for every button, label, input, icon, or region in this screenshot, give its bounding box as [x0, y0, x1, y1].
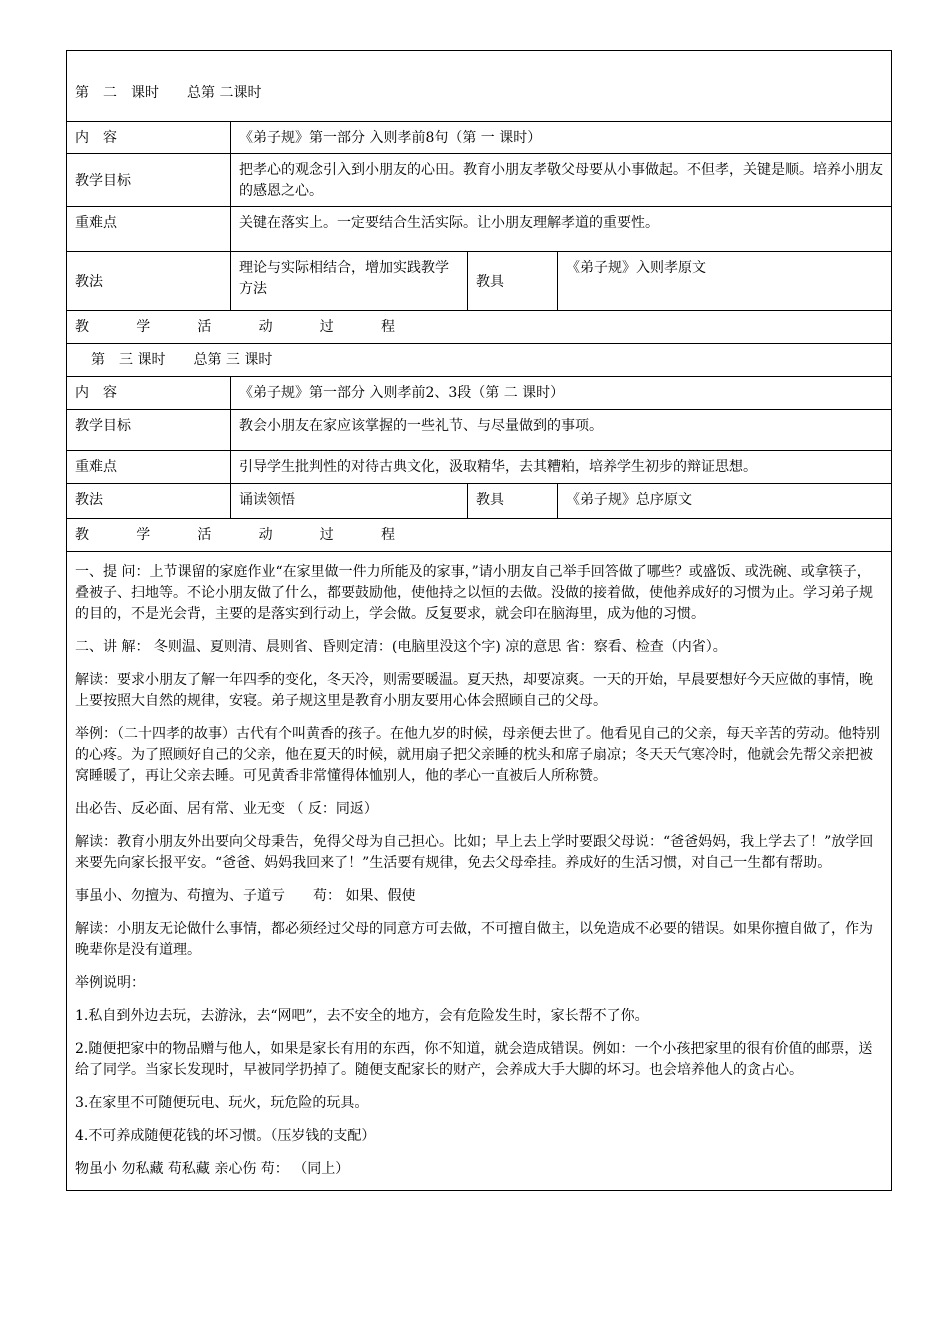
- process-char: 程: [380, 319, 395, 335]
- lesson3-method-row: [67, 484, 892, 519]
- body-paragraph: 举例说明：: [75, 975, 145, 991]
- lesson3-key-label: 重难点: [67, 451, 231, 484]
- lesson2-header: 第 二 课时 总第 二课时: [67, 81, 892, 122]
- lesson2-method-label: 教法: [67, 252, 231, 311]
- lesson2-process-heading: [67, 311, 892, 344]
- lesson2-method-row: [67, 252, 892, 311]
- process-char: 动: [258, 319, 273, 335]
- lesson2-content-label: 内 容: [67, 122, 231, 154]
- lesson3-content-value: 《弟子规》第一部分 入则孝前2、3段（第 二 课时）: [231, 377, 892, 410]
- lesson2-goal-value: 把孝心的观念引入到小朋友的心田。教育小朋友孝敬父母要从小事做起。不但孝，关键是顺。培养小朋友的感恩之心。: [231, 154, 892, 207]
- process-char: 学: [136, 319, 151, 335]
- process-char: 教: [75, 527, 89, 543]
- body-paragraph: 解读：教育小朋友外出要向父母秉告，免得父母为自己担心。比如；早上去上学时要跟父母说：“爸爸妈妈，我上学去了！”放学回来要先向家长报平安。“爸爸、妈妈我回来了！”生活要有规律，免去父母牵挂。养成好的生活习惯，对自己一生都有帮助。: [75, 834, 874, 871]
- lesson2-content-value: 《弟子规》第一部分 入则孝前8句（第 一 课时）: [231, 122, 892, 154]
- body-paragraph: 1.私自到外边去玩，去游泳，去“网吧”，去不安全的地方，会有危险发生时，家长帮不了你。: [75, 1008, 649, 1024]
- body-paragraph: 事虽小、勿擅为、苟擅为、子道亏 苟： 如果、假使: [75, 888, 416, 904]
- lesson3-tool-label: 教具: [468, 484, 558, 519]
- body-paragraph: 一、提 问：上节课留的家庭作业“在家里做一件力所能及的家事，”请小朋友自己举手回答做了哪些？或盛饭、或洗碗、或拿筷子，叠被子、扫地等。不论小朋友做了什么，都要鼓励他，使他持之以恒的去做。没做的接着做，使他养成好的习惯为止。学习弟子规的目的，不是光会背，主要的是落实到行动上，学会做。反复要求，就会印在脑海里，成为他的习惯。: [75, 564, 873, 622]
- lesson2-header-row: [67, 81, 892, 122]
- lesson3-header-row: [67, 344, 892, 377]
- body-paragraph: 二、讲 解： 冬则温、夏则清、晨则省、昏则定清：(电脑里没这个字) 凉的意思 省：察看、检查（内省）。: [75, 639, 727, 655]
- process-char: 过: [319, 527, 334, 543]
- lesson3-key-value: 引导学生批判性的对待古典文化，汲取精华，去其糟粕，培养学生初步的辩证思想。: [231, 451, 892, 484]
- body-paragraph: 解读：小朋友无论做什么事情，都必须经过父母的同意方可去做，不可擅自做主，以免造成不必要的错误。如果你擅自做了，作为晚辈你是没有道理。: [75, 921, 873, 958]
- process-char: 教: [75, 319, 89, 335]
- lesson2-content-row: [67, 122, 892, 154]
- lesson2-tool-label: 教具: [468, 252, 558, 311]
- process-char: 活: [197, 319, 212, 335]
- body-paragraph: 出必告、反必面、居有常、业无变 （ 反：同返）: [75, 801, 378, 817]
- lesson2-process-row: [67, 311, 892, 344]
- process-char: 过: [319, 319, 334, 335]
- lesson3-method-value: 诵读领悟: [231, 484, 468, 519]
- lesson2-key-label: 重难点: [67, 207, 231, 252]
- body-paragraph: 2.随便把家中的物品赠与他人，如果是家长有用的东西，你不知道，就会造成错误。例如：一个小孩把家里的很有价值的邮票，送给了同学。当家长发现时，早被同学扔掉了。随便支配家长的财产，会养成大手大脚的坏习。也会培养他人的贪占心。: [75, 1041, 873, 1078]
- lesson2-method-value: 理论与实际相结合，增加实践教学方法: [231, 252, 468, 311]
- lesson3-key-row: [67, 451, 892, 484]
- lesson3-goal-row: [67, 410, 892, 451]
- process-char: 活: [197, 527, 212, 543]
- lesson2-tool-value: 《弟子规》入则孝原文: [558, 252, 892, 311]
- lesson3-process-row: [67, 519, 892, 552]
- body-paragraph: 3.在家里不可随便玩电、玩火，玩危险的玩具。: [75, 1095, 369, 1111]
- top-blank-row: [67, 51, 892, 82]
- process-char: 学: [136, 527, 151, 543]
- body-paragraph: 解读：要求小朋友了解一年四季的变化，冬天冷，则需要暖温。夏天热，却要凉爽。一天的开始，早晨要想好今天应做的事情，晚上要按照大自然的规律，安寝。弟子规这里是教育小朋友要用心体会照顾自己的父母。: [75, 672, 873, 709]
- lesson2-key-row: [67, 207, 892, 252]
- lesson3-header: 第 三 课时 总第 三 课时: [67, 344, 892, 377]
- body-paragraph: 物虽小 勿私藏 苟私藏 亲心伤 苟： （同上）: [75, 1161, 350, 1177]
- body-paragraph: 4.不可养成随便花钱的坏习惯。（压岁钱的支配）: [75, 1128, 376, 1144]
- lesson-body: [67, 552, 892, 1191]
- lesson2-goal-row: [67, 154, 892, 207]
- lesson3-content-row: [67, 377, 892, 410]
- lesson2-key-value: 关键在落实上。一定要结合生活实际。让小朋友理解孝道的重要性。: [231, 207, 892, 252]
- lesson-plan-table: [66, 50, 892, 1191]
- lesson-body-row: [67, 552, 892, 1191]
- lesson3-goal-value: 教会小朋友在家应该掌握的一些礼节、与尽量做到的事项。: [231, 410, 892, 451]
- lesson3-tool-value: 《弟子规》总序原文: [558, 484, 892, 519]
- process-char: 动: [258, 527, 273, 543]
- body-paragraph: 举例：（二十四孝的故事）古代有个叫黄香的孩子。在他九岁的时候，母亲便去世了。他看见自己的父亲，每天辛苦的劳动。他特别的心疼。为了照顾好自己的父亲，他在夏天的时候，就用扇子把父亲睡的枕头和席子扇凉；冬天天气寒冷时，他就会先帮父亲把被窝睡暖了，再让父亲去睡。可见黄香非常懂得体恤别人，他的孝心一直被后人所称赞。: [75, 726, 880, 784]
- lesson2-goal-label: 教学目标: [67, 154, 231, 207]
- lesson3-content-label: 内 容: [67, 377, 231, 410]
- process-char: 程: [380, 527, 395, 543]
- lesson3-method-label: 教法: [67, 484, 231, 519]
- lesson3-process-heading: [67, 519, 892, 552]
- lesson3-goal-label: 教学目标: [67, 410, 231, 451]
